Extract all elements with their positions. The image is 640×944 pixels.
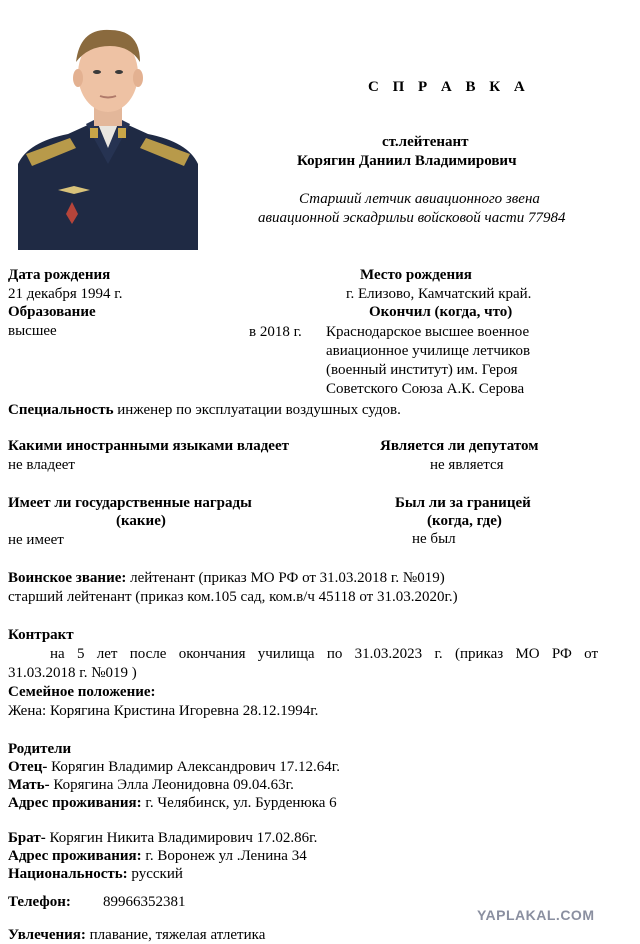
brother-address-label: Адрес проживания: (8, 848, 142, 864)
awards-label-1: Имеет ли государственные награды (8, 495, 252, 511)
phone-label: Телефон: (8, 894, 71, 910)
specialty-row (8, 401, 401, 419)
brother-label: Брат- (8, 830, 46, 846)
brother-address-row (8, 847, 307, 865)
nationality-row (8, 865, 183, 883)
awards-value: не имеет (8, 532, 64, 548)
birth-place-value: г. Елизово, Камчатский край. (346, 286, 532, 302)
nationality-label: Национальность: (8, 866, 128, 882)
school-line-1: Краснодарское высшее военное (326, 324, 530, 340)
military-rank-value-2: старший лейтенант (приказ ком.105 сад, ком.в/ч 45118 от 31.03.2020г.) (8, 589, 458, 605)
abroad-label-1: Был ли за границей (395, 495, 531, 511)
languages-value: не владеет (8, 457, 75, 473)
father-row (8, 758, 340, 776)
specialty-value: инженер по эксплуатации воздушных судов. (113, 402, 401, 418)
rank-heading: ст.лейтенант (382, 134, 469, 150)
brother-value: Корягин Никита Владимирович 17.02.86г. (45, 830, 318, 846)
graduated-label: Окончил (когда, что) (369, 304, 513, 320)
contract-line-1: на 5 лет после окончания училища по 31.03.2023 г. (приказ МО РФ от (50, 646, 598, 662)
school-line-2: авиационное училище летчиков (326, 343, 531, 359)
birth-date-value: 21 декабря 1994 г. (8, 286, 123, 302)
education-label: Образование (8, 304, 96, 320)
graduation-year: в 2018 г. (249, 324, 302, 340)
abroad-label-2: (когда, где) (427, 513, 502, 529)
birth-date-label: Дата рождения (8, 267, 111, 283)
military-rank-row (8, 569, 445, 587)
contract-line-2: 31.03.2018 г. №019 ) (8, 665, 137, 681)
position-line-1: Старший летчик авиационного звена (299, 191, 540, 207)
education-value: высшее (8, 323, 57, 339)
school-line-3: (военный институт) им. Героя (326, 362, 518, 378)
parents-address-value: г. Челябинск, ул. Бурденюка 6 (141, 795, 337, 811)
hobbies-value: плавание, тяжелая атлетика (85, 927, 266, 943)
specialty-label: Специальность (8, 402, 114, 418)
mother-value: Корягина Элла Леонидовна 09.04.63г. (49, 777, 294, 793)
family-label: Семейное положение: (8, 684, 156, 700)
parents-label: Родители (8, 741, 72, 757)
mother-row (8, 776, 294, 794)
birth-place-label: Место рождения (360, 267, 472, 283)
contract-label: Контракт (8, 627, 74, 643)
phone-value: 89966352381 (103, 894, 186, 910)
military-rank-value-1: лейтенант (приказ МО РФ от 31.03.2018 г. №019) (126, 570, 445, 586)
hobbies-row (8, 926, 265, 944)
mother-label: Мать- (8, 777, 50, 793)
parents-address-label: Адрес проживания: (8, 795, 142, 811)
document-title: С П Р А В К А (368, 79, 530, 95)
languages-label: Какими иностранными языками владеет (8, 438, 289, 454)
full-name: Корягин Даниил Владимирович (297, 153, 517, 169)
officer-photo (18, 24, 198, 250)
military-rank-label: Воинское звание: (8, 570, 127, 586)
deputy-value: не является (430, 457, 504, 473)
deputy-label: Является ли депутатом (380, 438, 539, 454)
watermark: YAPLAKAL.COM (477, 907, 595, 923)
awards-label-2: (какие) (116, 513, 166, 529)
abroad-value: не был (412, 531, 456, 547)
brother-row (8, 829, 317, 847)
brother-address-value: г. Воронеж ул .Ленина 34 (141, 848, 307, 864)
nationality-value: русский (127, 866, 183, 882)
father-value: Корягин Владимир Александрович 17.12.64г. (47, 759, 340, 775)
wife-info: Жена: Корягина Кристина Игоревна 28.12.1994г. (8, 703, 319, 719)
father-label: Отец- (8, 759, 48, 775)
hobbies-label: Увлечения: (8, 927, 86, 943)
parents-address-row (8, 794, 337, 812)
position-line-2: авиационной эскадрильи войсковой части 77984 (258, 210, 566, 226)
school-line-4: Советского Союза А.К. Серова (326, 381, 525, 397)
